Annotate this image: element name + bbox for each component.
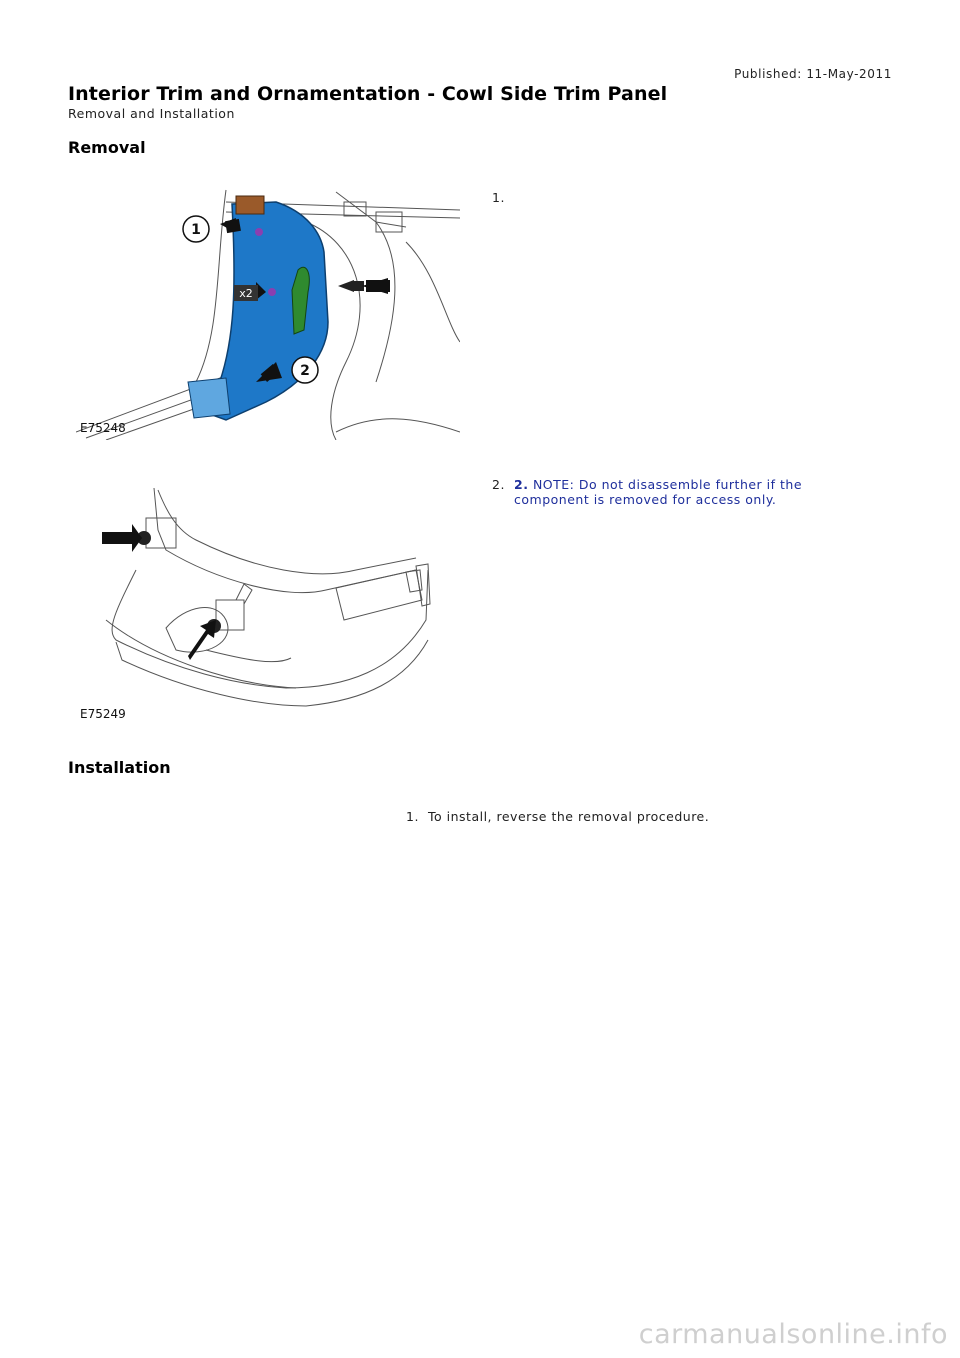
step-number: 1. <box>406 809 419 824</box>
note-text: NOTE: Do not disassemble further if the component is removed for access only. <box>514 477 803 507</box>
step-number: 2. <box>492 477 505 492</box>
watermark: carmanualsonline.info <box>638 1319 948 1350</box>
callout-x2-text: x2 <box>239 287 253 300</box>
panel-back-illustration <box>76 470 460 726</box>
arrow-right-icon <box>102 524 142 552</box>
figure-e75248 <box>76 182 460 440</box>
page-subtitle: Removal and Installation <box>68 106 235 121</box>
removal-step-1 <box>492 190 514 205</box>
cowl-panel-illustration <box>76 182 460 440</box>
removal-heading: Removal <box>68 138 146 157</box>
figure-label: E75249 <box>80 707 126 721</box>
step-note <box>514 477 880 507</box>
published-date: Published: 11-May-2011 <box>734 67 892 81</box>
installation-heading: Installation <box>68 758 171 777</box>
removal-step-2 <box>492 477 892 507</box>
callout-2-text: 2 <box>300 363 310 379</box>
figure-e75249 <box>76 470 460 726</box>
installation-step-1 <box>406 809 709 824</box>
callout-1-text: 1 <box>191 222 201 238</box>
step-text: To install, reverse the removal procedure. <box>428 809 710 824</box>
page-title: Interior Trim and Ornamentation - Cowl Side Trim Panel <box>68 83 668 105</box>
figure-label: E75248 <box>80 421 126 435</box>
note-prefix: 2. <box>514 477 529 492</box>
arrow-up-right-icon <box>188 620 216 660</box>
step-number: 1. <box>492 190 505 205</box>
